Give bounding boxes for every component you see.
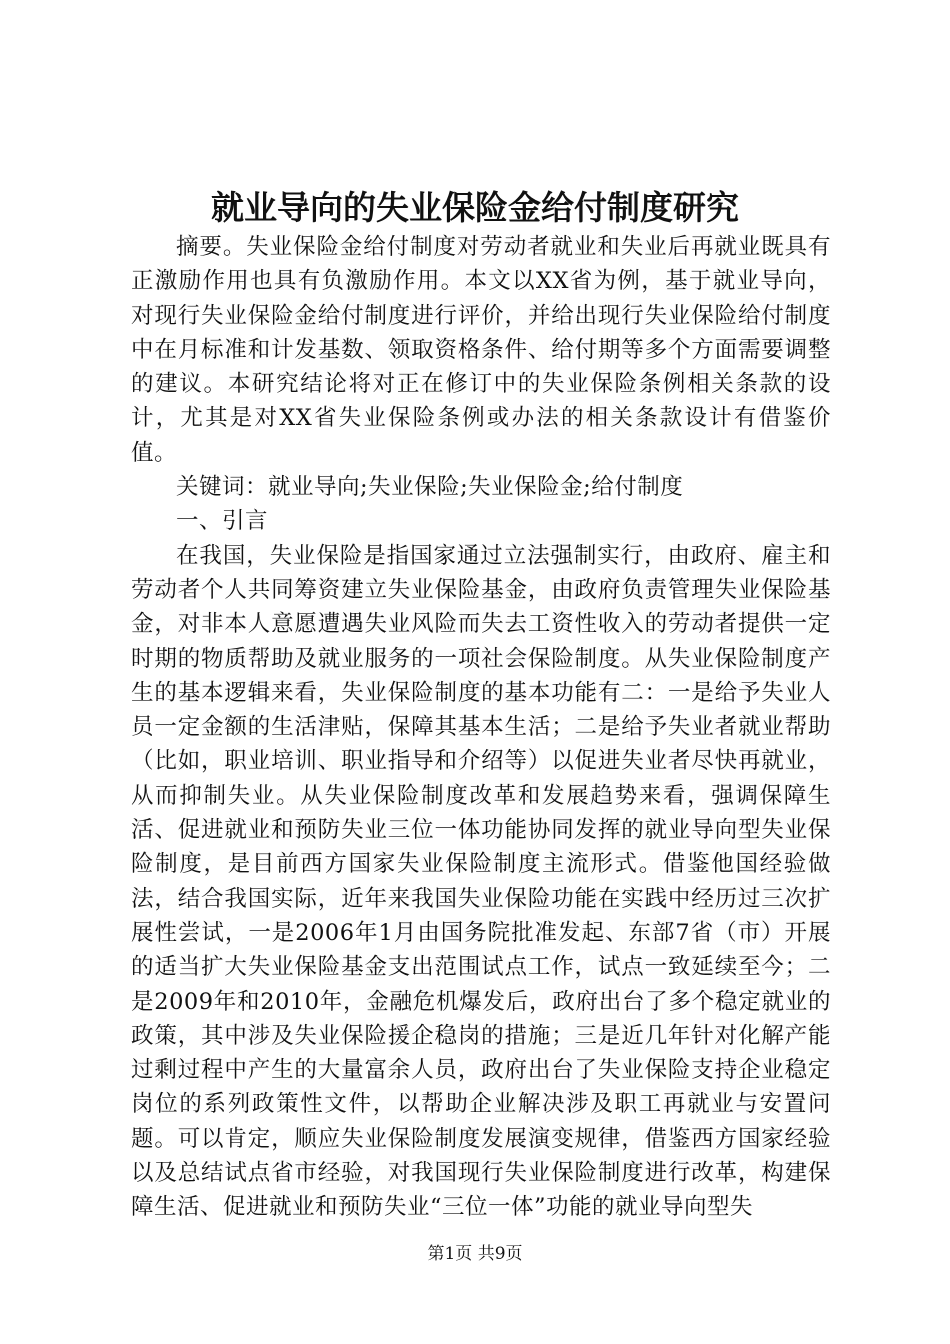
document-body	[131, 230, 831, 1225]
section-heading-introduction: 一、引言	[176, 508, 269, 535]
keywords-paragraph: 关键词：就业导向;失业保险;失业保险金;给付制度	[176, 474, 684, 501]
introduction-paragraph: 在我国，失业保险是指国家通过立法强制实行，由政府、雇主和劳动者个人共同筹资建立失业保险基金，由政府负责管理失业保险基金，对非本人意愿遭遇失业风险而失去工资性收入的劳动者提供一定时期的物质帮助及就业服务的一项社会保险制度。从失业保险制度产生的基本逻辑来看，失业保险制度的基本功能有二：一是给予失业人员一定金额的生活津贴，保障其基本生活；二是给予失业者就业帮助（比如，职业培训、职业指导和介绍等）以促进失业者尽快再就业，从而抑制失业。从失业保险制度改革和发展趋势来看，强调保障生活、促进就业和预防失业三位一体功能协同发挥的就业导向型失业保险制度，是目前西方国家失业保险制度主流形式。借鉴他国经验做法，结合我国实际，近年来我国失业保险功能在实践中经历过三次扩展性尝试，一是2006年1月由国务院批准发起、东部7省（市）开展的适当扩大失业保险基金支出范围试点工作，试点一致延续至今；二是2009年和2010年，金融危机爆发后，政府出台了多个稳定就业的政策，其中涉及失业保险援企稳岗的措施；三是近几年针对化解产能过剩过程中产生的大量富余人员，政府出台了失业保险支持企业稳定岗位的系列政策性文件，以帮助企业解决涉及职工再就业与安置问题。可以肯定，顺应失业保险制度发展演变规律，借鉴西方国家经验以及总结试点省市经验，对我国现行失业保险制度进行改革，构建保障生活、促进就业和预防失业“三位一体”功能的就业导向型失	[131, 542, 831, 1221]
document-title: 就业导向的失业保险金给付制度研究	[211, 188, 739, 227]
page-number-footer: 第1页 共9页	[427, 1244, 523, 1264]
abstract-paragraph: 摘要。失业保险金给付制度对劳动者就业和失业后再就业既具有正激励作用也具有负激励作用。本文以XX省为例，基于就业导向，对现行失业保险金给付制度进行评价，并给出现行失业保险给付制度中在月标准和计发基数、领取资格条件、给付期等多个方面需要调整的建议。本研究结论将对正在修订中的失业保险条例相关条款的设计，尤其是对XX省失业保险条例或办法的相关条款设计有借鉴价值。	[131, 234, 831, 466]
